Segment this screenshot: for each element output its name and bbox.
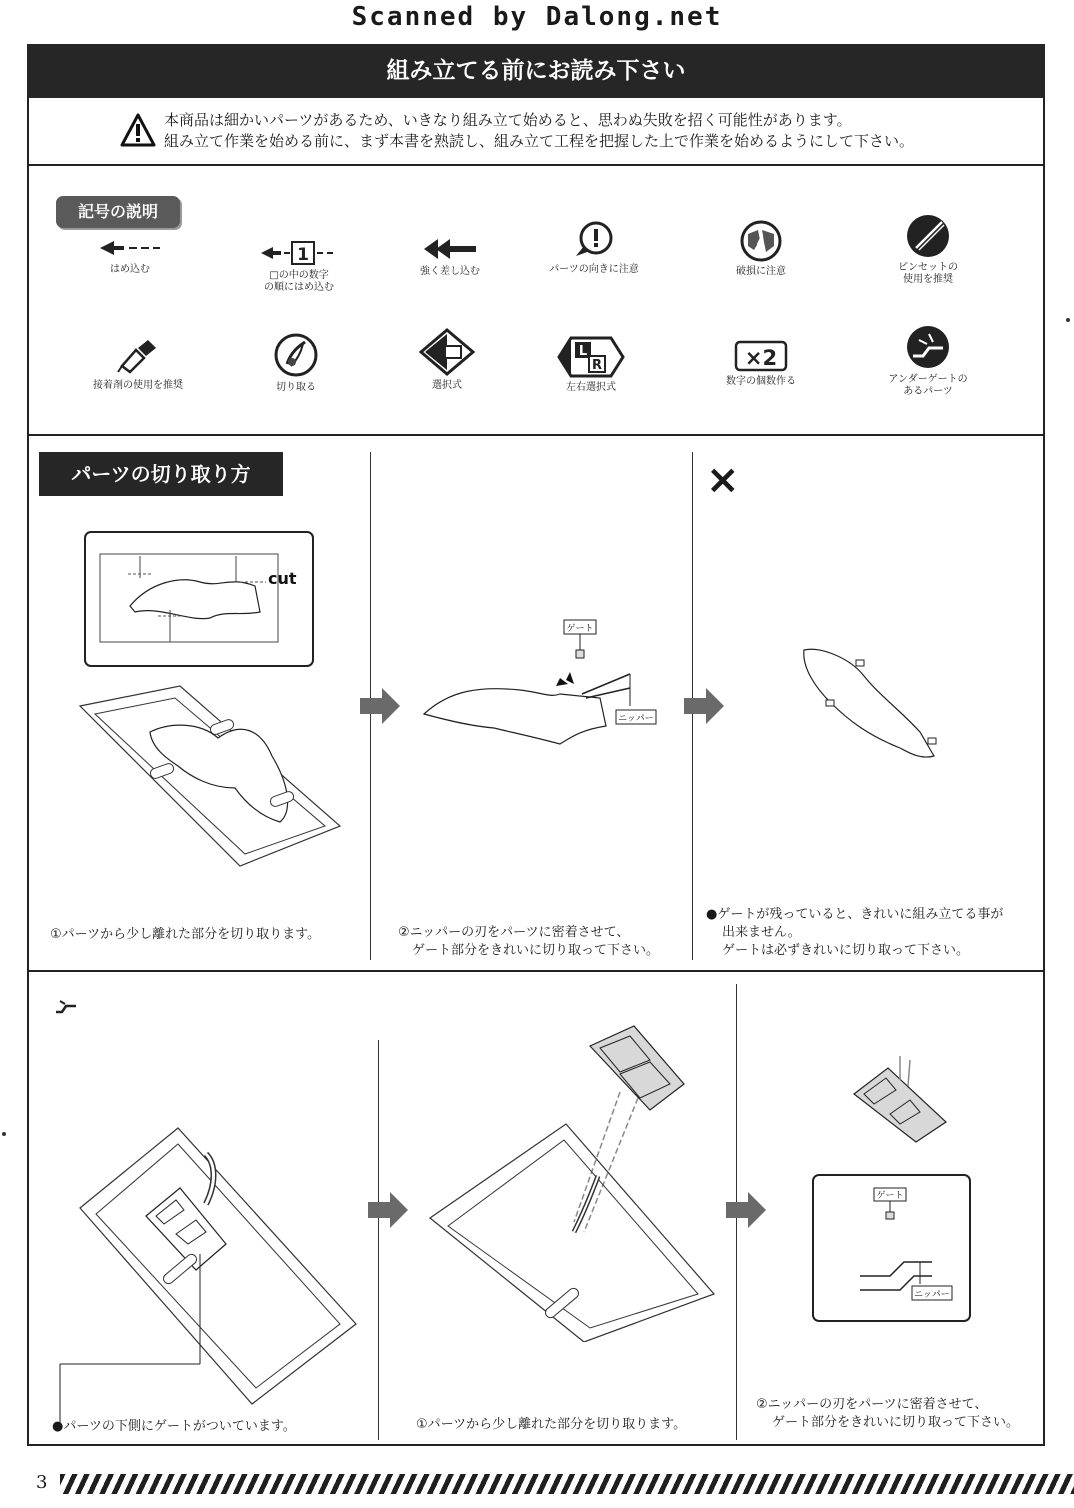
page-number: 3: [36, 1472, 48, 1493]
symbol-count: ×2: [744, 346, 778, 370]
symbol-label: □の中の数字 の順にはめ込む: [264, 270, 334, 293]
bad-example-line3: ゲートは必ずきれいに切り取って下さい。: [722, 943, 970, 958]
symbols-legend-title: 記号の説明: [56, 196, 180, 228]
symbol-label: ピンセットの 使用を推奨: [898, 262, 958, 285]
glue-icon: [116, 336, 160, 376]
section2-step2-line2: ゲート部分をきれいに切り取って下さい。: [772, 1415, 1020, 1430]
warning-text: [164, 110, 1064, 152]
cut-off-icon: [273, 332, 319, 378]
symbol-label: パーツの向きに注意: [549, 264, 639, 275]
under-gate-icon: [905, 324, 951, 370]
scan-speck: [2, 1132, 6, 1136]
section1-step1: ①パーツから少し離れた部分を切り取ります。: [50, 927, 321, 942]
symbol-label: アンダーゲートの あるパーツ: [888, 374, 968, 397]
runner-illustration: [40, 526, 370, 906]
bad-example-line1: ●ゲートが残っていると、きれいに組み立てる事が: [706, 907, 1004, 922]
section2-title: マークのついたパーツの切り取り方: [96, 994, 416, 1018]
exclamation-bubble-icon: [572, 220, 616, 260]
symbol-number: 1: [297, 245, 309, 265]
nipper-label: ニッパー: [618, 714, 654, 724]
dashed-arrow-icon: [98, 236, 162, 260]
symbol-press-in: [84, 236, 176, 276]
step-arrow-icon: [726, 1190, 768, 1230]
removed-part-illustration: [850, 1050, 960, 1146]
step-arrow-icon: [368, 1190, 410, 1230]
symbol-left-right: [548, 336, 634, 394]
symbol-glue: [88, 336, 188, 392]
section2-note: ●パーツの下側にゲートがついています。: [52, 1419, 296, 1434]
warning-icon: [120, 113, 156, 147]
section1-step2-line2: ゲート部分をきれいに切り取って下さい。: [412, 943, 660, 958]
divider: [27, 970, 1045, 972]
remove-part-illustration: [424, 1022, 724, 1342]
symbol-part-direction: [536, 220, 652, 276]
footer-stripes: [60, 1474, 1074, 1494]
svg-text:L: L: [578, 344, 588, 359]
symbol-label: 選択式: [432, 380, 462, 391]
column-divider: [378, 1040, 379, 1440]
section1-step2-line1: ②ニッパーの刃をパーツに密着させて、: [398, 925, 630, 940]
symbol-label: 強く差し込む: [420, 266, 480, 277]
gate-remaining-illustration: [790, 640, 950, 770]
tweezers-icon: [906, 214, 950, 258]
nipper-detail-box: [812, 1174, 972, 1324]
under-gate-runner-illustration: [56, 1124, 372, 1424]
symbol-selection: [410, 328, 484, 392]
symbol-push-firmly: [404, 236, 496, 278]
section2-step2-line1: ②ニッパーの刃をパーツに密着させて、: [756, 1397, 988, 1412]
symbol-label: はめ込む: [110, 264, 150, 275]
divider: [27, 434, 1045, 436]
broken-part-icon: [740, 220, 782, 262]
section1-title: パーツの切り取り方: [39, 452, 283, 496]
symbol-label: 接着剤の使用を推奨: [93, 380, 183, 391]
section2-step1: ①パーツから少し離れた部分を切り取ります。: [416, 1417, 687, 1432]
symbol-label: 数字の個数作る: [726, 376, 796, 387]
step-arrow-icon: [684, 686, 726, 726]
symbol-cut-off: [256, 332, 336, 394]
scan-credit: Scanned by Dalong.net: [351, 2, 723, 32]
symbol-numbered-order: [244, 240, 354, 294]
left-right-selection-icon: [557, 336, 625, 378]
symbol-make-count: [716, 340, 806, 388]
gate-label: ゲート: [876, 1191, 904, 1201]
warning-line-2: 組み立て作業を始める前に、まず本書を熟読し、組み立て工程を把握した上で作業を始めるようにして下さい。: [164, 132, 915, 150]
nipper-illustration: [410, 610, 680, 760]
page-title: 組み立てる前にお読み下さい: [27, 44, 1045, 98]
double-arrow-icon: [422, 236, 478, 262]
symbol-under-gate: [878, 324, 978, 398]
step-arrow-icon: [360, 686, 402, 726]
warning-line-1: 本商品は細かいパーツがあるため、いきなり組み立て始めると、思わぬ失敗を招く可能性があります。: [164, 111, 852, 129]
multiply-icon: [734, 340, 788, 372]
symbol-fragile: [716, 220, 806, 278]
cut-label: cut: [268, 569, 297, 588]
scan-speck: [1066, 318, 1070, 322]
bad-example-mark: ×: [706, 457, 740, 503]
nipper-label: ニッパー: [914, 1290, 950, 1300]
symbol-tweezers: [880, 214, 976, 286]
divider: [27, 164, 1045, 166]
numbered-arrow-icon: [259, 240, 339, 266]
under-gate-icon: [50, 990, 82, 1022]
symbol-label: 破損に注意: [736, 266, 786, 277]
selection-icon: [419, 328, 475, 376]
svg-text:R: R: [591, 358, 603, 373]
symbol-label: 左右選択式: [566, 382, 616, 393]
bad-example-line2: 出来ません。: [722, 925, 801, 940]
symbol-label: 切り取る: [276, 382, 316, 393]
gate-label: ゲート: [566, 624, 594, 634]
